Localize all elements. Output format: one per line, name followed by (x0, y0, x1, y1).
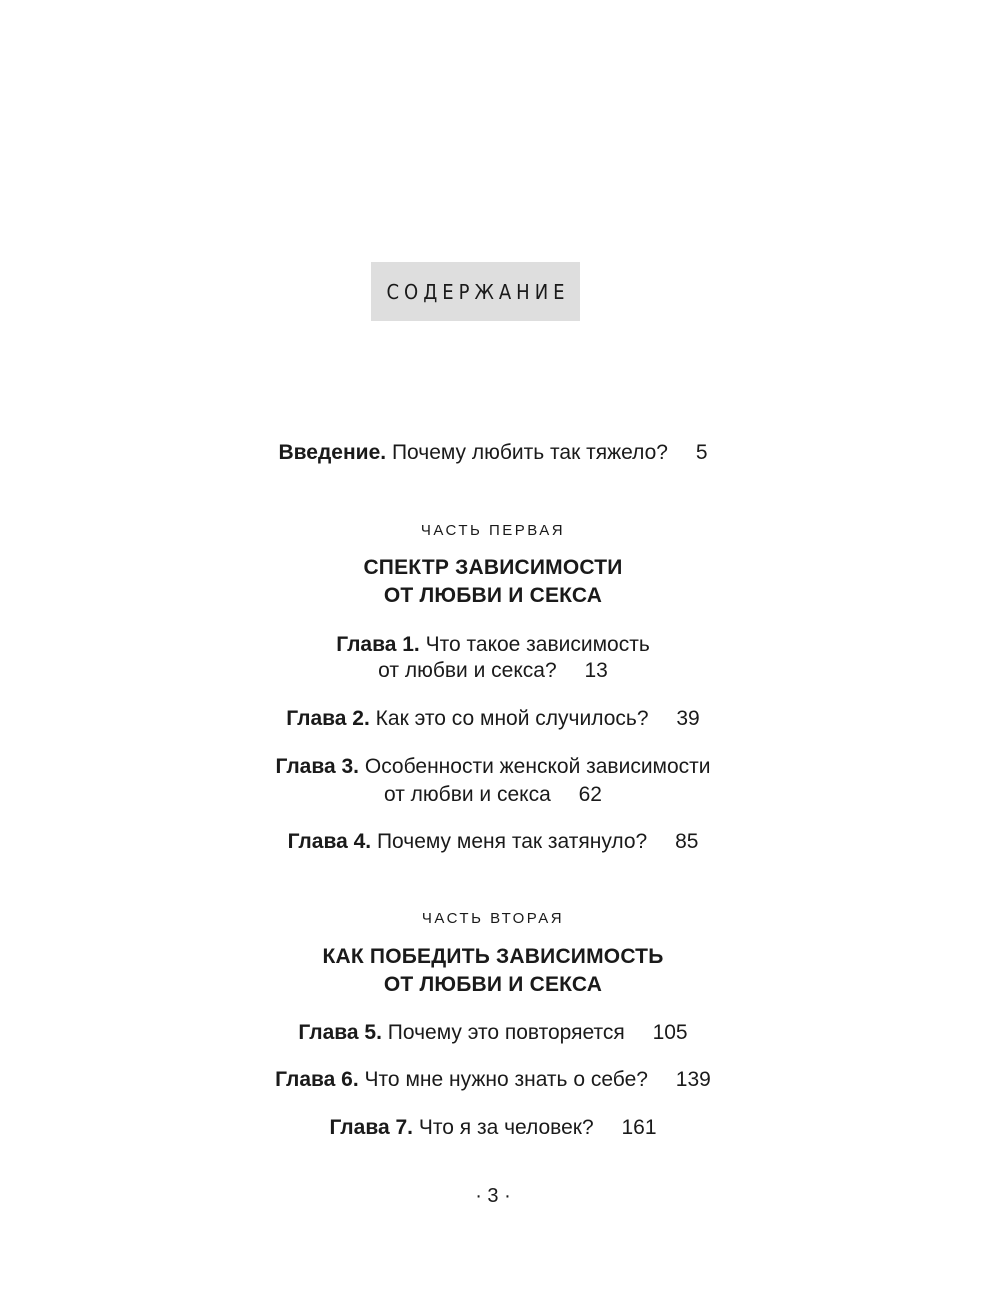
toc-entry-label: Глава 6. (275, 1068, 359, 1091)
toc-entry-text: Как это со мной случилось? (375, 707, 649, 730)
toc-entry-label: Глава 5. (298, 1021, 382, 1044)
toc-entry-text: Почему меня так затянуло? (376, 830, 648, 853)
toc-entry-label: Глава 3. (275, 755, 360, 778)
toc-entry-text: от любви и секса? (378, 659, 557, 682)
toc-entry-page: 139 (675, 1068, 711, 1091)
toc-entry-page: 13 (584, 659, 608, 682)
toc-entry-text: Что я за человек? (418, 1116, 594, 1139)
toc-entry-chapter-7[interactable] (0, 1114, 986, 1142)
toc-entry-intro[interactable] (0, 439, 986, 467)
toc-entry-text: Что такое зависимость (425, 633, 650, 656)
toc-entry-text: Особенности женской зависимости (364, 755, 711, 778)
toc-entry-page: 105 (652, 1021, 688, 1044)
toc-entry-chapter-5[interactable] (0, 1019, 986, 1047)
part-one-label: ЧАСТЬ ПЕРВАЯ (420, 522, 566, 539)
toc-entry-chapter-1[interactable] (0, 631, 986, 659)
contents-title: СОДЕРЖАНИЕ (386, 279, 570, 304)
toc-entry-chapter-4[interactable] (0, 828, 986, 856)
toc-entry-text: Почему любить так тяжело? (391, 441, 668, 464)
page-number: · 3 · (475, 1185, 511, 1207)
toc-entry-chapter-1-continued[interactable] (0, 657, 986, 685)
toc-entry-text: Что мне нужно знать о себе? (364, 1068, 648, 1091)
toc-entry-label: Глава 4. (287, 830, 372, 853)
contents-title-box (371, 262, 580, 321)
part-two-label: ЧАСТЬ ВТОРАЯ (421, 910, 565, 927)
part-two-title-line-2: ОТ ЛЮБВИ И СЕКСА (383, 973, 603, 996)
toc-entry-chapter-2[interactable] (0, 705, 986, 733)
toc-entry-page: 39 (676, 707, 700, 730)
toc-entry-chapter-3-continued[interactable] (0, 781, 986, 809)
toc-entry-label: Глава 7. (329, 1116, 413, 1139)
toc-entry-label: Глава 2. (286, 707, 370, 730)
part-one-title-line-2: ОТ ЛЮБВИ И СЕКСА (383, 584, 603, 607)
toc-entry-label: Введение. (278, 441, 387, 464)
toc-entry-page: 5 (695, 441, 708, 464)
toc-entry-chapter-3[interactable] (0, 753, 986, 781)
toc-entry-label: Глава 1. (336, 633, 420, 656)
toc-entry-page: 161 (621, 1116, 657, 1139)
toc-entry-chapter-6[interactable] (0, 1066, 986, 1094)
toc-entry-text: Почему это повторяется (387, 1021, 625, 1044)
toc-entry-page: 85 (675, 830, 699, 853)
part-one-title-line-1: СПЕКТР ЗАВИСИМОСТИ (363, 556, 623, 579)
part-two-title-line-1: КАК ПОБЕДИТЬ ЗАВИСИМОСТЬ (322, 945, 664, 968)
toc-entry-text: от любви и секса (384, 783, 551, 806)
toc-entry-page: 62 (578, 783, 602, 806)
